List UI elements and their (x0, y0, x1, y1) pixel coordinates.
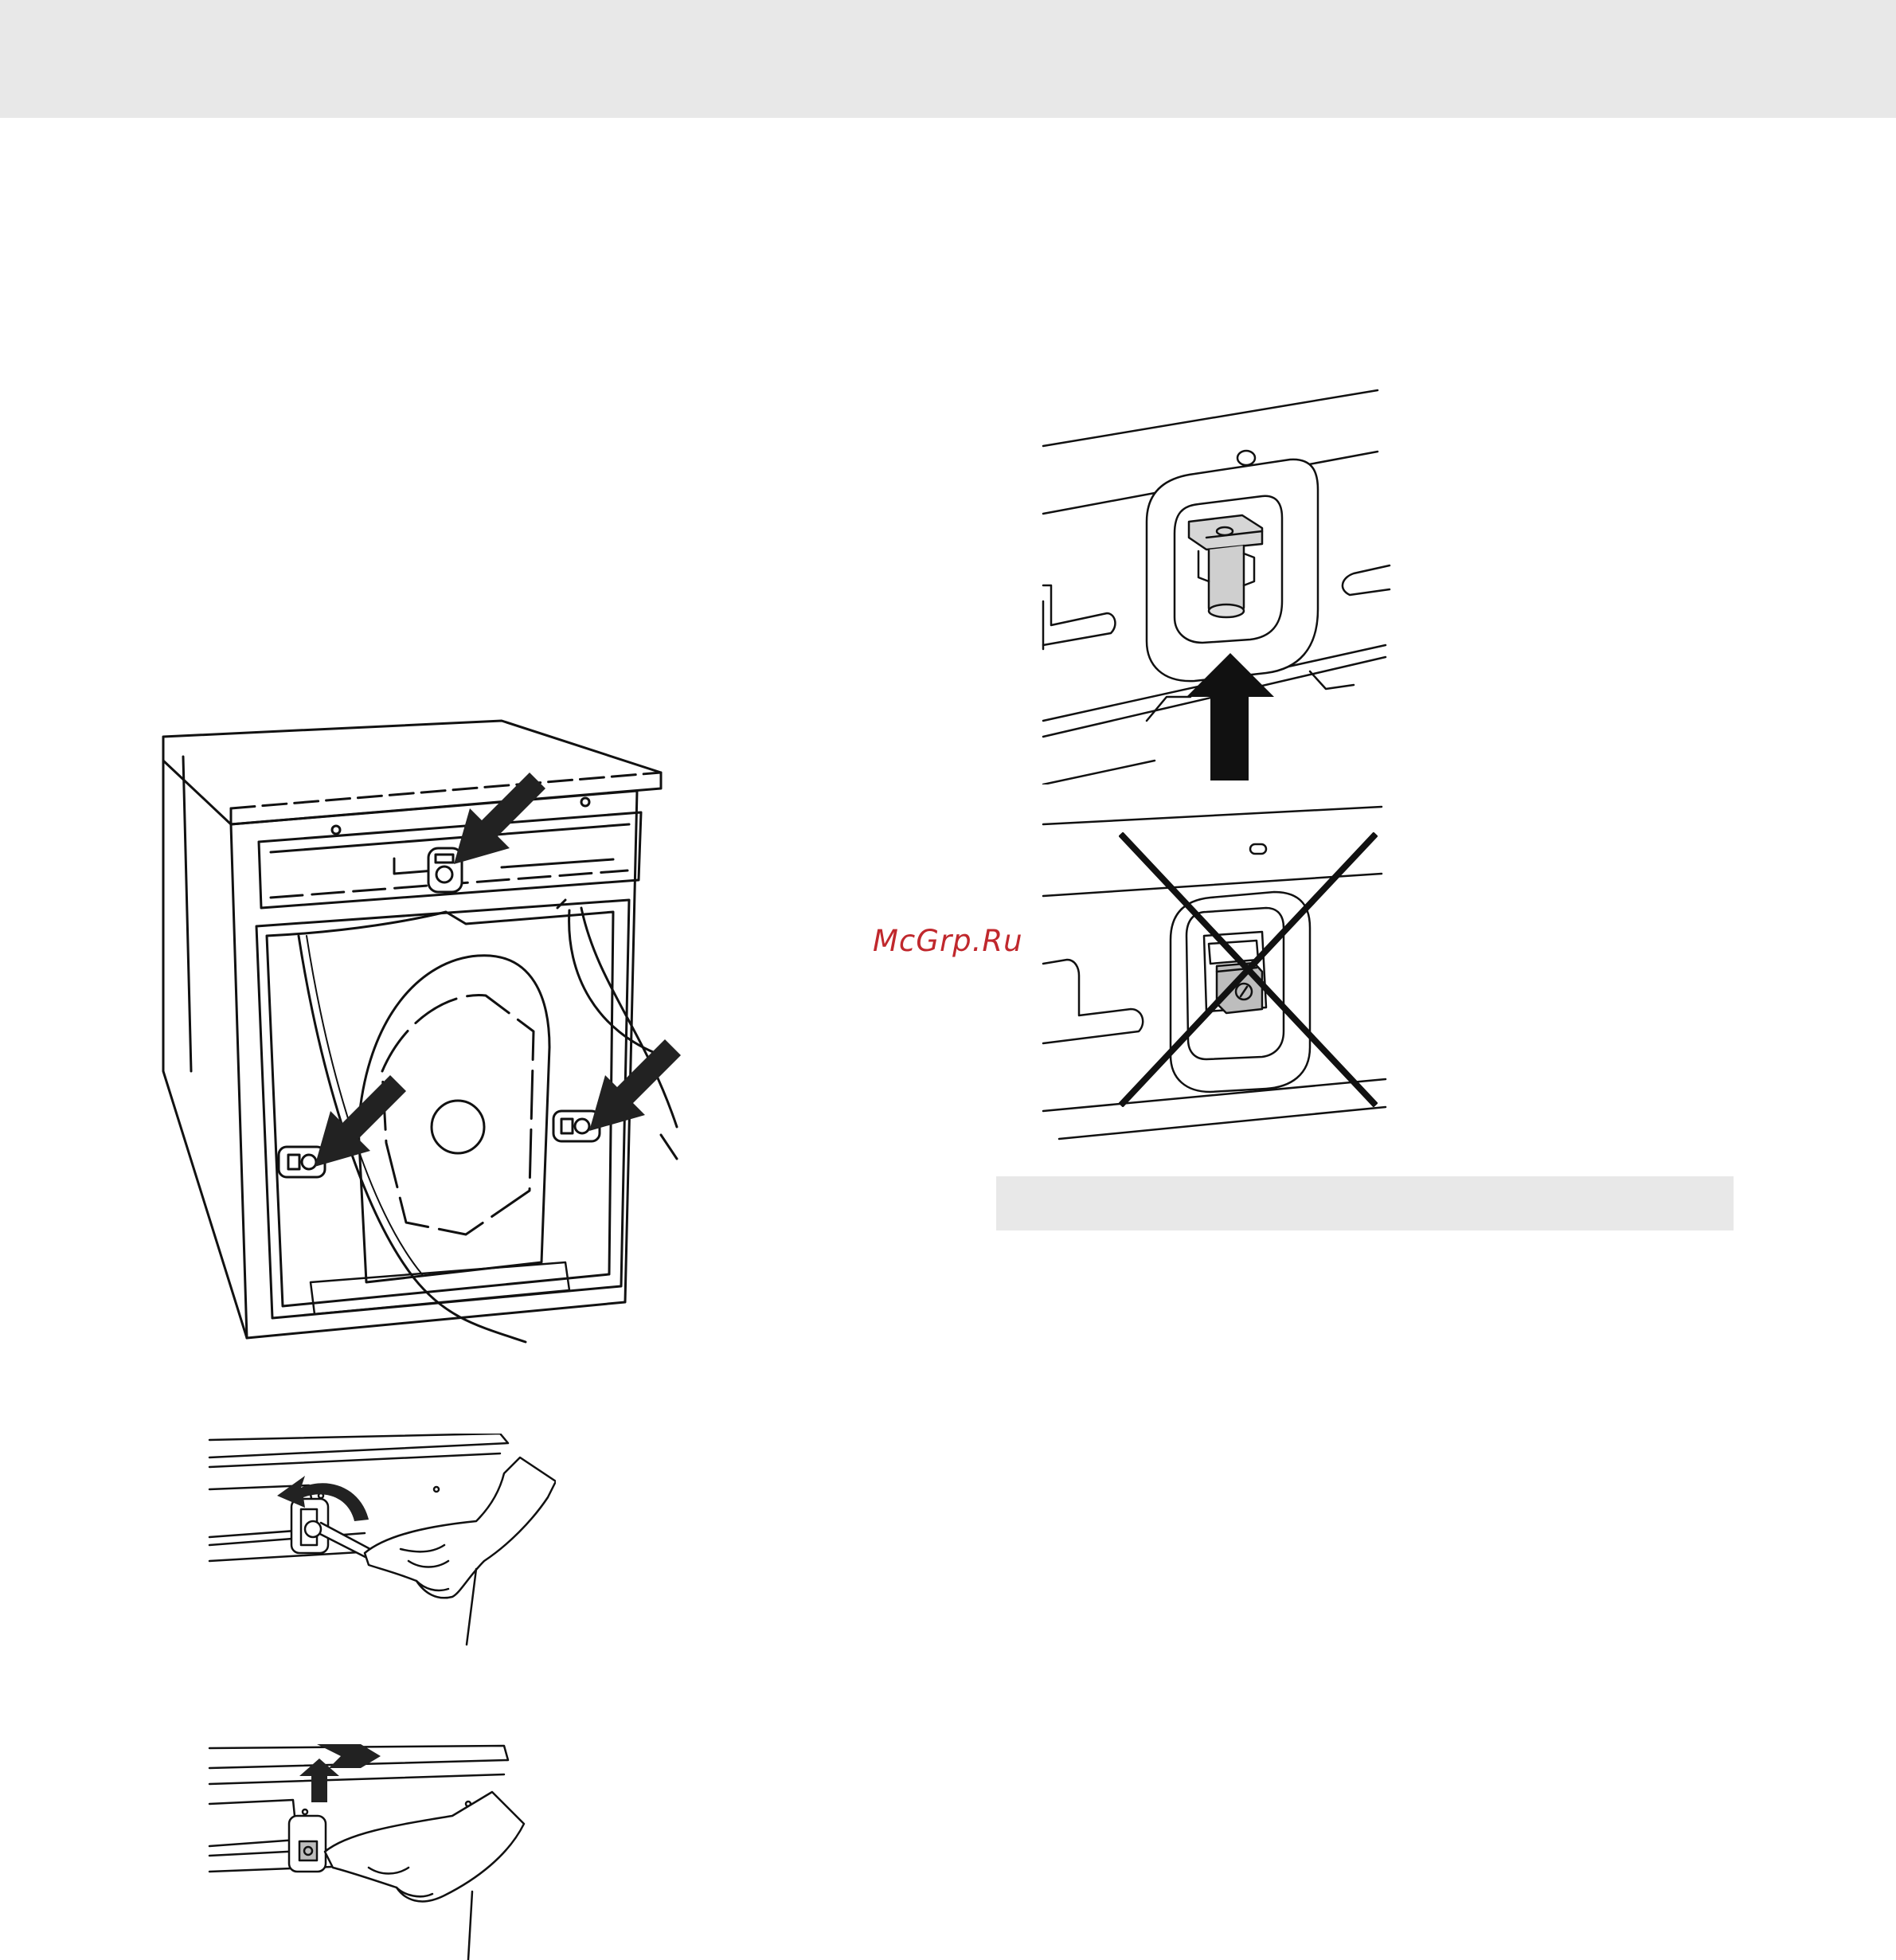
figure-machine-rear (151, 713, 693, 1350)
arrow-down-left-icon (317, 1744, 381, 1768)
cross-out-icon (1119, 832, 1378, 1107)
arrow-up-icon (1186, 653, 1274, 780)
arrow-down-left-icon (585, 1039, 681, 1135)
note-band (996, 1176, 1734, 1230)
figure-plug-incorrect (1035, 800, 1394, 1155)
header-band (0, 0, 1896, 118)
arrow-down-left-icon (450, 773, 545, 868)
arrow-down-left-icon (311, 1075, 406, 1171)
figure-insert-plug (205, 1736, 556, 1960)
figure-plug-correct (1035, 386, 1394, 784)
watermark: McGrp.Ru (873, 924, 1023, 958)
rotate-counterclockwise-icon (273, 1472, 373, 1528)
figure-wrench-unscrew (205, 1434, 556, 1649)
